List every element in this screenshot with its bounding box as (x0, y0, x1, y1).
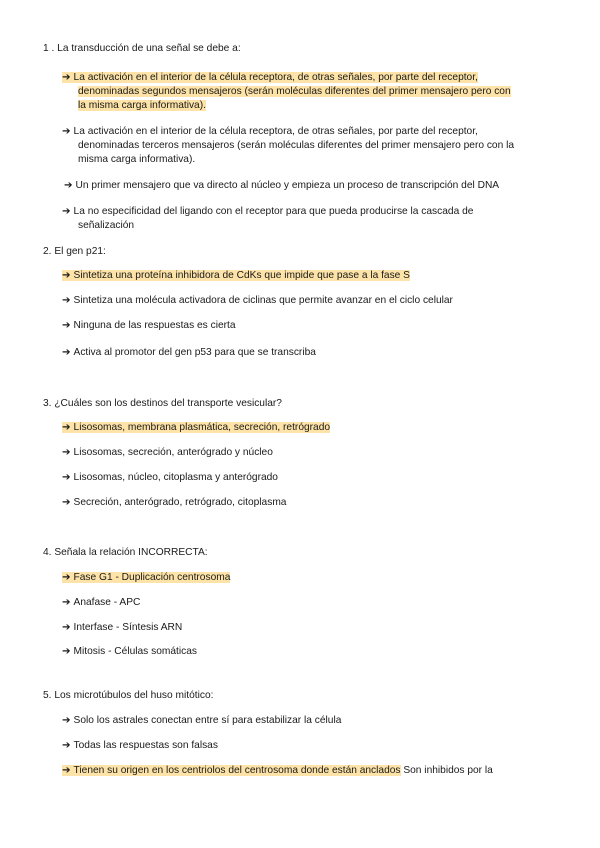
arrow-icon: ➔ (62, 765, 71, 776)
arrow-icon: ➔ (64, 180, 73, 191)
correct-answer-highlight: ➔ La activación en el interior de la célula receptora, de otras señales, por parte del receptor, (62, 72, 478, 83)
question-3-option-3[interactable]: ➔ Lisosomas, núcleo, citoplasma y anterógrado (62, 472, 278, 483)
question-2-title: 2. El gen p21: (43, 246, 106, 257)
arrow-icon: ➔ (62, 597, 71, 608)
arrow-icon: ➔ (62, 422, 71, 433)
question-4-option-4[interactable]: ➔ Mitosis - Células somáticas (62, 646, 197, 657)
correct-answer-highlight: ➔ Lisosomas, membrana plasmática, secreción, retrógrado (62, 422, 331, 433)
question-1-option-2[interactable]: ➔ La activación en el interior de la célula receptora, de otras señales, por parte del receptor, denominadas terceros mensajeros (serán moléculas diferentes del primer mensajero pero con la misma carga informativa). (62, 126, 515, 165)
arrow-icon: ➔ (62, 206, 71, 217)
arrow-icon: ➔ (62, 646, 71, 657)
question-5-option-3[interactable] (62, 764, 560, 778)
correct-answer-highlight: ➔ Tienen su origen en los centriolos del centrosoma donde están anclados (62, 765, 401, 776)
question-2-option-4[interactable]: ➔ Activa al promotor del gen p53 para que se transcriba (62, 347, 316, 358)
arrow-icon: ➔ (62, 320, 71, 331)
arrow-icon: ➔ (62, 497, 71, 508)
correct-answer-highlight: ➔ Sintetiza una proteína inhibidora de CdKs que impide que pase a la fase S (62, 270, 410, 281)
arrow-icon: ➔ (62, 270, 71, 281)
arrow-icon: ➔ (62, 295, 71, 306)
question-2-option-2[interactable]: ➔ Sintetiza una molécula activadora de ciclinas que permite avanzar en el ciclo celular (62, 295, 453, 306)
arrow-icon: ➔ (62, 715, 71, 726)
question-2-option-1[interactable] (62, 269, 560, 283)
question-5-title: 5. Los microtúbulos del huso mitótico: (43, 690, 214, 701)
question-1-option-1[interactable]: ➔ La activación en el interior de la célula receptora, de otras señales, por parte del receptor, denominadas segundos mensajeros (serán moléculas diferentes del primer mensajero pero con la misma carga informativa). (62, 72, 511, 111)
arrow-icon: ➔ (62, 572, 71, 583)
question-1-option-3[interactable]: ➔ Un primer mensajero que va directo al núcleo y empieza un proceso de transcripción del DNA (64, 180, 500, 191)
arrow-icon: ➔ (62, 622, 71, 633)
question-3-option-1[interactable] (62, 421, 560, 435)
question-5-option-1[interactable]: ➔ Solo los astrales conectan entre sí para estabilizar la célula (62, 715, 342, 726)
arrow-icon: ➔ (62, 347, 71, 358)
question-1-option-4[interactable]: ➔ La no especificidad del ligando con el receptor para que pueda producirse la cascada de señalización (62, 206, 474, 231)
arrow-icon: ➔ (62, 72, 71, 83)
correct-answer-highlight: ➔ Fase G1 - Duplicación centrosoma (62, 572, 231, 583)
question-3-option-4[interactable]: ➔ Secreción, anterógrado, retrógrado, citoplasma (62, 497, 287, 508)
question-4-option-3[interactable]: ➔ Interfase - Síntesis ARN (62, 622, 183, 633)
trailing-text: Son inhibidos por la (400, 765, 493, 776)
question-1-title: 1 . La transducción de una señal se debe a: (43, 43, 241, 54)
question-4-option-1[interactable] (62, 571, 560, 585)
arrow-icon: ➔ (62, 740, 71, 751)
question-4-option-2[interactable]: ➔ Anafase - APC (62, 597, 141, 608)
question-5-option-2[interactable]: ➔ Todas las respuestas son falsas (62, 740, 218, 751)
question-2-option-3[interactable]: ➔ Ninguna de las respuestas es cierta (62, 320, 236, 331)
question-3-option-2[interactable]: ➔ Lisosomas, secreción, anterógrado y núcleo (62, 447, 273, 458)
arrow-icon: ➔ (62, 472, 71, 483)
arrow-icon: ➔ (62, 126, 71, 137)
arrow-icon: ➔ (62, 447, 71, 458)
question-3-title: 3. ¿Cuáles son los destinos del transporte vesicular? (43, 398, 282, 409)
question-4-title: 4. Señala la relación INCORRECTA: (43, 547, 208, 558)
